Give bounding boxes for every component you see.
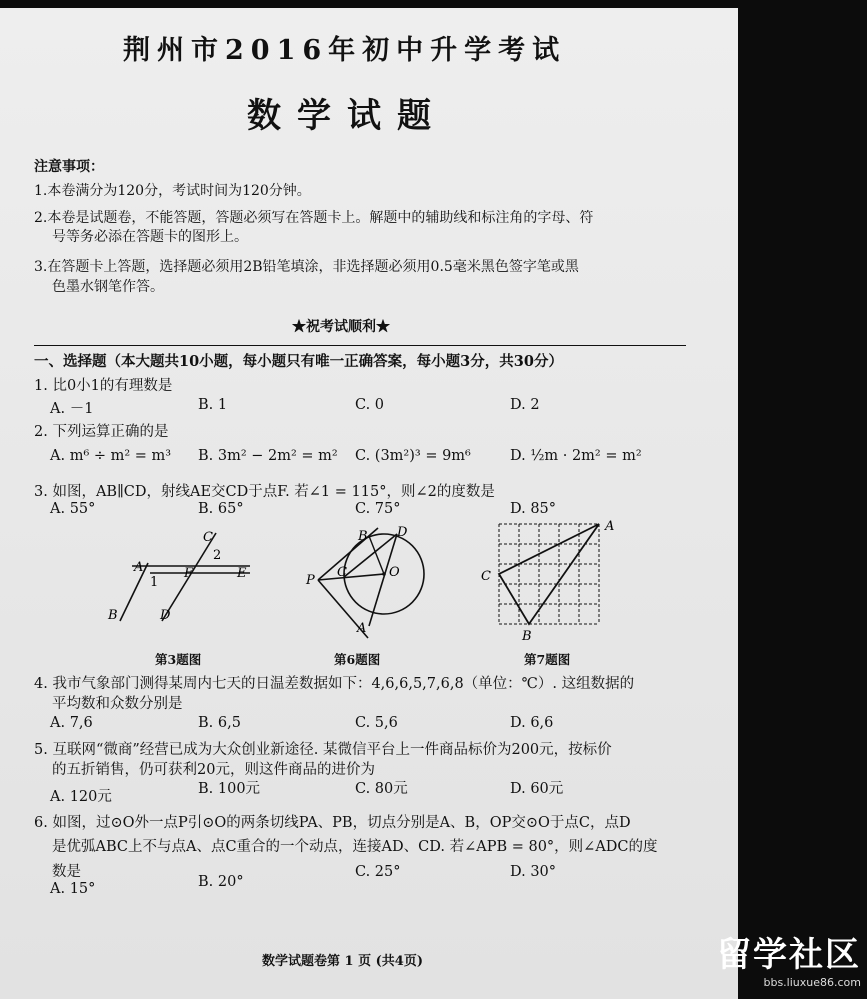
- q5-option-d: D. 60元: [510, 781, 564, 797]
- q6-option-b: B. 20°: [198, 874, 244, 890]
- subject-title: 数学试题: [247, 96, 447, 136]
- notes-heading: 注意事项：: [34, 159, 104, 175]
- q1-option-a: A. －1: [50, 401, 94, 417]
- q4-option-b: B. 6,5: [198, 715, 241, 731]
- fig6-label-c: C: [337, 565, 347, 580]
- fig3-label-2: 2: [213, 548, 222, 563]
- q6-option-a: A. 15°: [50, 881, 96, 897]
- q4-option-d: D. 6,6: [510, 715, 554, 731]
- q6-option-d: D. 30°: [510, 864, 557, 880]
- q1-option-d: D. 2: [510, 397, 540, 413]
- q5-option-a: A. 120元: [50, 789, 112, 805]
- page-footer: 数学试题卷第 1 页 (共4页): [262, 954, 423, 969]
- figure-7: [475, 514, 625, 644]
- q3-option-c: C. 75°: [355, 501, 401, 517]
- note-item: 号等务必添在答题卡的图形上。: [52, 229, 248, 245]
- question-2-stem: 2. 下列运算正确的是: [34, 424, 169, 440]
- exam-page: [0, 8, 738, 999]
- fig6-label-p: P: [306, 573, 315, 588]
- figure-6: [300, 516, 430, 641]
- fig6-label-b: B: [358, 529, 368, 544]
- question-1-stem: 1. 比0小1的有理数是: [34, 378, 173, 394]
- section-divider: [34, 345, 686, 346]
- figure-3: [100, 523, 260, 633]
- fig7-label-a: A: [605, 519, 615, 534]
- figure-6-caption: 第6题图: [334, 652, 381, 667]
- q5-option-b: B. 100元: [198, 781, 261, 797]
- watermark-url: bbs.liuxue86.com: [763, 976, 861, 989]
- good-luck-banner: ★祝考试顺利★: [292, 319, 390, 335]
- question-6-stem-cont: 是优弧ABC上不与点A、点C重合的一个动点，连接AD、CD. 若∠APB = 80°，则∠ADC的度: [52, 839, 658, 855]
- fig7-label-b: B: [522, 629, 532, 644]
- figure-3-caption: 第3题图: [155, 652, 202, 667]
- fig3-label-1: 1: [150, 575, 159, 590]
- watermark: [717, 927, 861, 989]
- fig3-label-b: B: [108, 608, 118, 623]
- question-3-stem: 3. 如图，AB∥CD，射线AE交CD于点F. 若∠1 = 115°，则∠2的度数是: [34, 484, 495, 500]
- fig7-label-c: C: [481, 569, 491, 584]
- q2-option-c: C. (3m²)³ = 9m⁶: [355, 448, 471, 464]
- watermark-brand: 留学社区: [717, 935, 861, 975]
- figure-7-caption: 第7题图: [524, 652, 571, 667]
- section-heading: 一、选择题（本大题共10小题，每小题只有唯一正确答案，每小题3分，共30分）: [34, 353, 563, 370]
- q4-option-a: A. 7,6: [50, 715, 93, 731]
- q3-option-d: D. 85°: [510, 501, 557, 517]
- question-5-stem: 5. 互联网“微商”经营已成为大众创业新途径. 某微信平台上一件商品标价为200元，按标价: [34, 742, 612, 758]
- fig3-label-d: D: [160, 608, 171, 623]
- exam-title: 荆州市2016年初中升学考试: [123, 35, 567, 66]
- q1-option-b: B. 1: [198, 397, 228, 413]
- fig3-label-c: C: [203, 530, 213, 545]
- note-item: 2.本卷是试题卷，不能答题，答题必须写在答题卡上。解题中的辅助线和标注角的字母、符: [34, 210, 594, 226]
- q2-option-b: B. 3m² − 2m² = m²: [198, 448, 338, 464]
- question-6-stem: 6. 如图，过⊙O外一点P引⊙O的两条切线PA、PB，切点分别是A、B，OP交⊙O于点C，点D: [34, 815, 631, 831]
- q2-option-d: D. ½m · 2m² = m²: [510, 448, 642, 464]
- note-item: 3.在答题卡上答题，选择题必须用2B铅笔填涂，非选择题必须用0.5毫米黑色签字笔或黑: [34, 259, 579, 275]
- fig6-label-d: D: [397, 525, 408, 540]
- fig3-label-a: A: [134, 560, 144, 575]
- note-item: 1.本卷满分为120分，考试时间为120分钟。: [34, 183, 311, 199]
- fig3-label-f: F: [184, 566, 194, 581]
- q5-option-c: C. 80元: [355, 781, 408, 797]
- q2-option-a: A. m⁶ ÷ m² = m³: [50, 448, 172, 464]
- question-6-stem-end: 数是: [52, 864, 81, 880]
- q3-option-a: A. 55°: [50, 501, 96, 517]
- note-item: 色墨水钢笔作答。: [52, 279, 164, 295]
- fig6-label-o: O: [389, 565, 400, 580]
- question-5-stem-cont: 的五折销售，仍可获利20元，则这件商品的进价为: [52, 762, 375, 778]
- question-4-stem-cont: 平均数和众数分别是: [52, 696, 183, 712]
- question-4-stem: 4. 我市气象部门测得某周内七天的日温差数据如下：4,6,6,5,7,6,8（单位：℃）. 这组数据的: [34, 676, 635, 692]
- fig3-label-e: E: [237, 566, 247, 581]
- q4-option-c: C. 5,6: [355, 715, 398, 731]
- q1-option-c: C. 0: [355, 397, 385, 413]
- fig6-label-a: A: [357, 621, 367, 636]
- q6-option-c: C. 25°: [355, 864, 401, 880]
- q3-option-b: B. 65°: [198, 501, 244, 517]
